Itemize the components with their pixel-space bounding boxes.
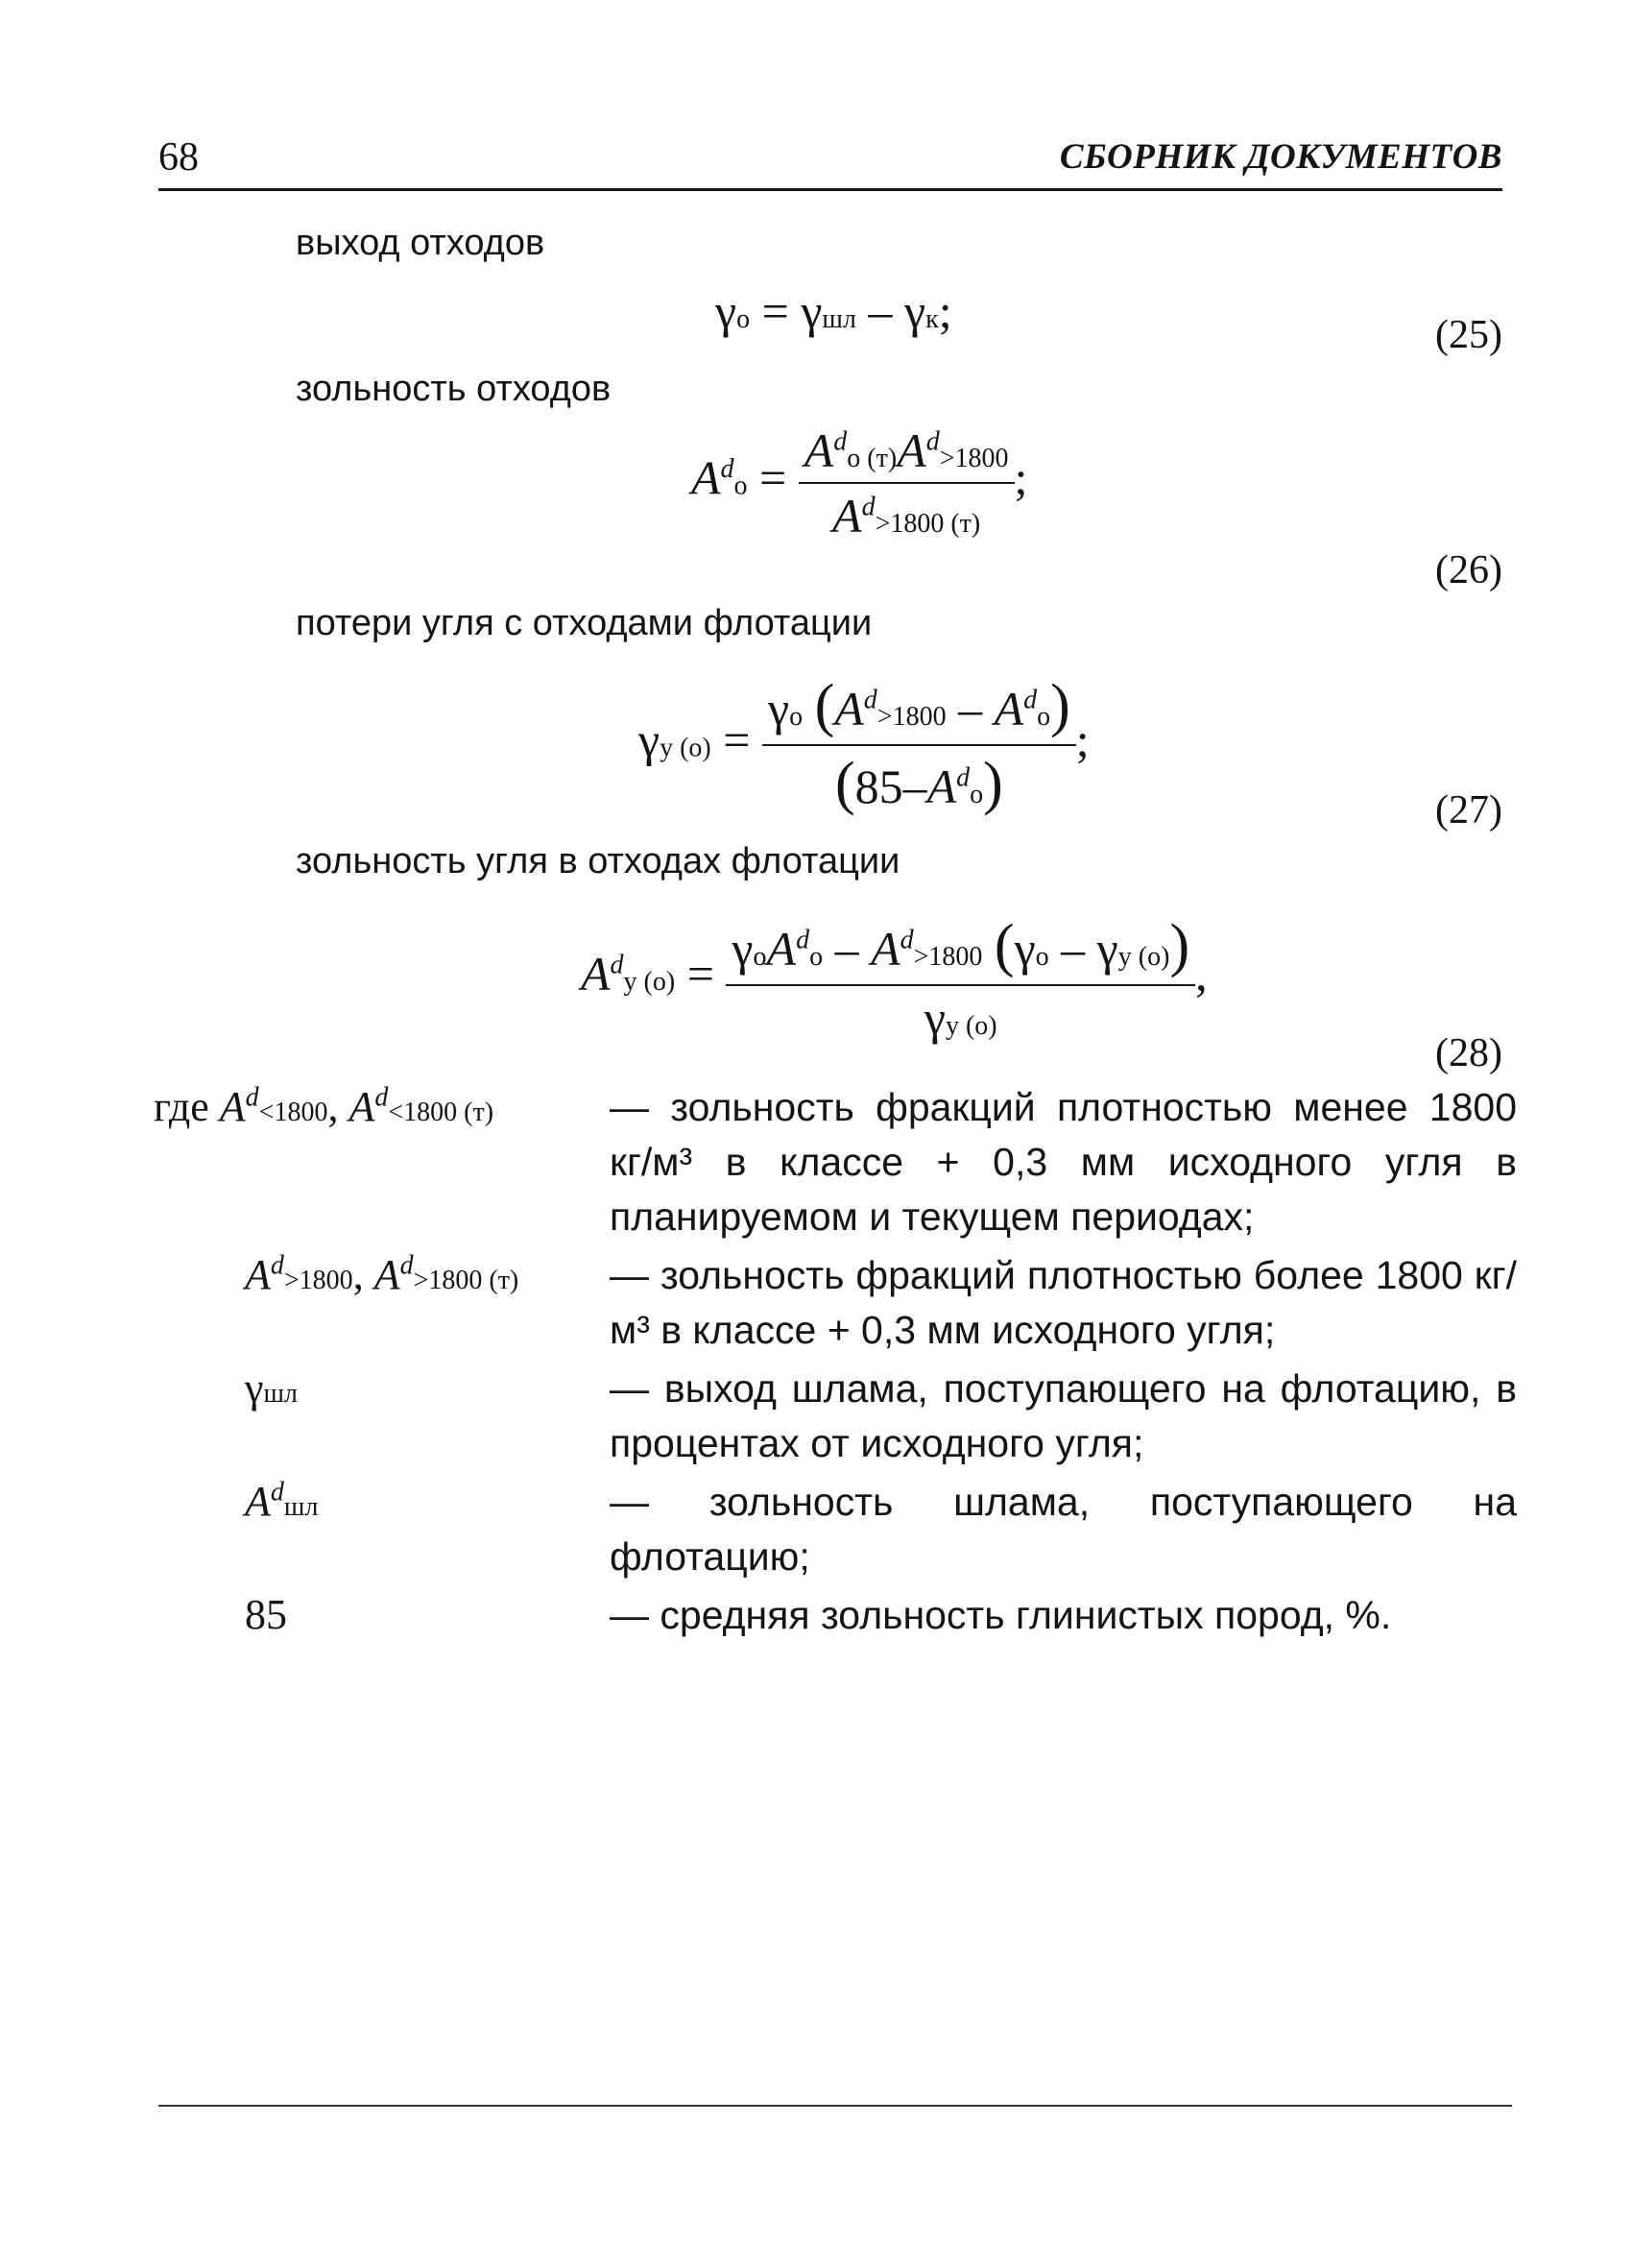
definition-term: $A^d>1800$, $A^d>1800$ (т) [245, 1250, 519, 1298]
equation-number-26: (26) [1435, 548, 1502, 592]
formula-28: $A^dу$ (о) = $\frac{\gamma оA^dо - A^d>1800 (\gamma о - \gamma у (о))}{\gamma у (о)}$ , [581, 913, 1208, 1045]
label-coal-ash: зольность угля в отходах флотации [296, 841, 900, 881]
fraction-26: $\frac{A^dо (т)A^d>1800}{A^d>1800 (т)}$ [799, 422, 1015, 543]
definition-text: — выход шлама, поступающего на флотацию, в процентах от исходного угля; [610, 1366, 1517, 1465]
definition-row [154, 1248, 1517, 1358]
equation-number-27: (27) [1435, 788, 1502, 832]
fraction-28: $\frac{\gamma оA^dо - A^d>1800 (\gamma о - \gamma у (о))}{\gamma у (о)}$ [726, 912, 1195, 1046]
definition-text: — зольность шлама, поступающего на флотацию; [610, 1480, 1517, 1579]
definitions-list [154, 1080, 1517, 1647]
definition-row [154, 1362, 1517, 1471]
running-head [158, 134, 1502, 191]
formula-27: γу (о) = $\frac{\gamma о (A^d>1800 - A^dо)}{(85-A^dо)}$ ; [638, 673, 1090, 816]
definition-text: — средняя зольность глинистых пород, %. [610, 1593, 1392, 1637]
equation-number-25: (25) [1435, 313, 1502, 357]
label-waste-yield: выход отходов [296, 223, 545, 263]
footer-rule [158, 2105, 1512, 2107]
definition-text: — зольность фракций плотностью менее 1800 кг/м³ в классе + 0,3 мм исходного угля в планируемом и текущем периодах; [610, 1085, 1517, 1239]
label-waste-ash: зольность отходов [296, 369, 612, 409]
definition-row [154, 1588, 1517, 1643]
definition-term: $A^dшл$ [245, 1477, 319, 1525]
definition-row [154, 1080, 1517, 1244]
book-title: СБОРНИК ДОКУМЕНТОВ [1059, 137, 1502, 177]
equation-number-28: (28) [1435, 1031, 1502, 1075]
definition-term: 85 [245, 1591, 287, 1638]
page-number: 68 [158, 135, 199, 180]
definition-term: где $A^d<1800$, $A^d<1800$ (т) [154, 1082, 494, 1130]
formula-26: $A^dо$ = $\frac{A^dо (т)A^d>1800}{A^d>1800 (т)}$ ; [691, 423, 1028, 543]
definition-term: γшл [245, 1364, 298, 1411]
definition-row [154, 1475, 1517, 1584]
label-coal-loss: потери угля с отходами флотации [296, 603, 873, 643]
definition-text: — зольность фракций плотностью более 1800 кг/м³ в классе + 0,3 мм исходного угля; [610, 1253, 1517, 1352]
fraction-27: $\frac{\gamma о (A^d>1800 - A^dо)}{(85-A^dо)}$ [762, 672, 1076, 818]
formula-25: γо = γшл – γк; [715, 284, 952, 338]
